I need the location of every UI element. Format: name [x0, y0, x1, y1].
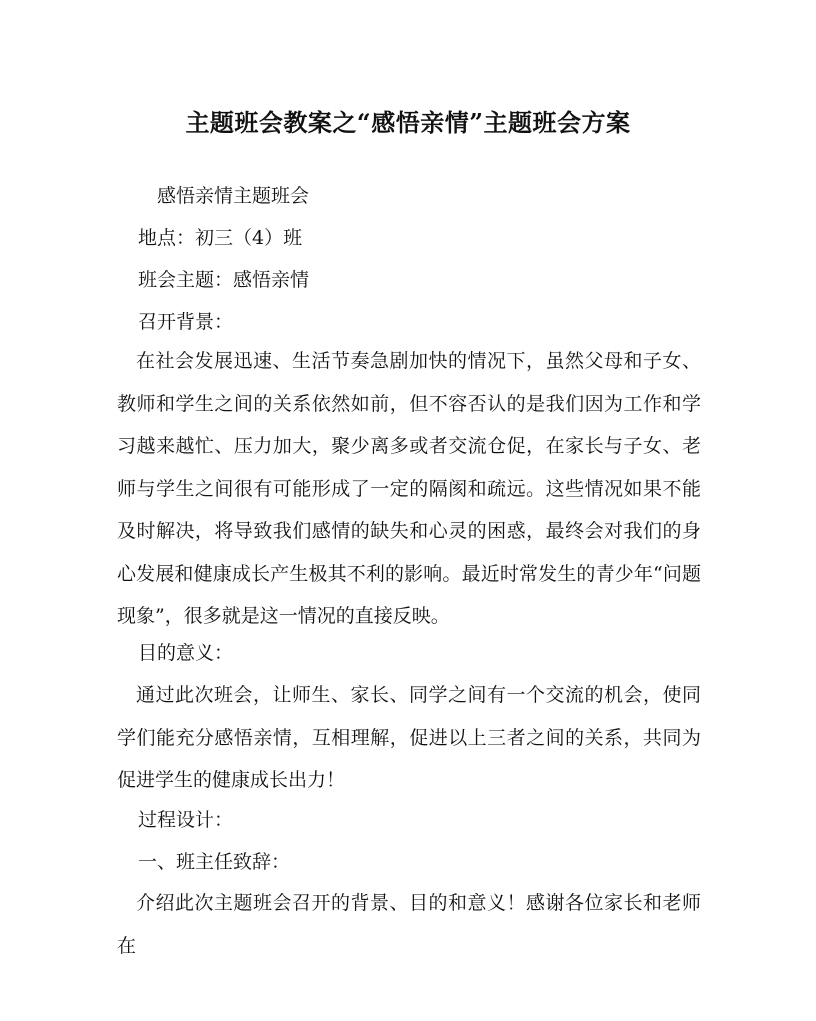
process-heading: 过程设计：	[138, 809, 234, 831]
step1-paragraph: 介绍此次主题班会召开的背景、目的和意义！感谢各位家长和老师在	[117, 892, 701, 957]
subtitle-line: 感悟亲情主题班会	[157, 185, 310, 207]
background-paragraph: 在社会发展迅速、生活节奏急剧加快的情况下，虽然父母和子女、教师和学生之间的关系依然如前，但不容否认的是我们因为工作和学习越来越忙、压力加大，聚少离多或者交流仓促，在家长与子女、老师与学生之间很有可能形成了一定的隔阂和疏远。这些情况如果不能及时解决，将导致我们感情的缺失和心灵的困惑，最终会对我们的身心发展和健康成长产生极其不利的影响。最近时常发生的青少年“问题现象”，很多就是这一情况的直接反映。	[117, 350, 701, 627]
background-heading: 召开背景：	[138, 311, 234, 333]
step1-heading: 一、班主任致辞：	[138, 851, 291, 873]
document-title: 主题班会教案之“感悟亲情”主题班会方案	[185, 108, 631, 137]
location-line: 地点：初三（4）班	[138, 227, 303, 249]
purpose-heading: 目的意义：	[138, 642, 234, 664]
theme-line: 班会主题：感悟亲情	[138, 269, 310, 291]
purpose-paragraph: 通过此次班会，让师生、家长、同学之间有一个交流的机会，使同学们能充分感悟亲情，互相理解，促进以上三者之间的关系，共同为促进学生的健康成长出力！	[117, 684, 701, 791]
